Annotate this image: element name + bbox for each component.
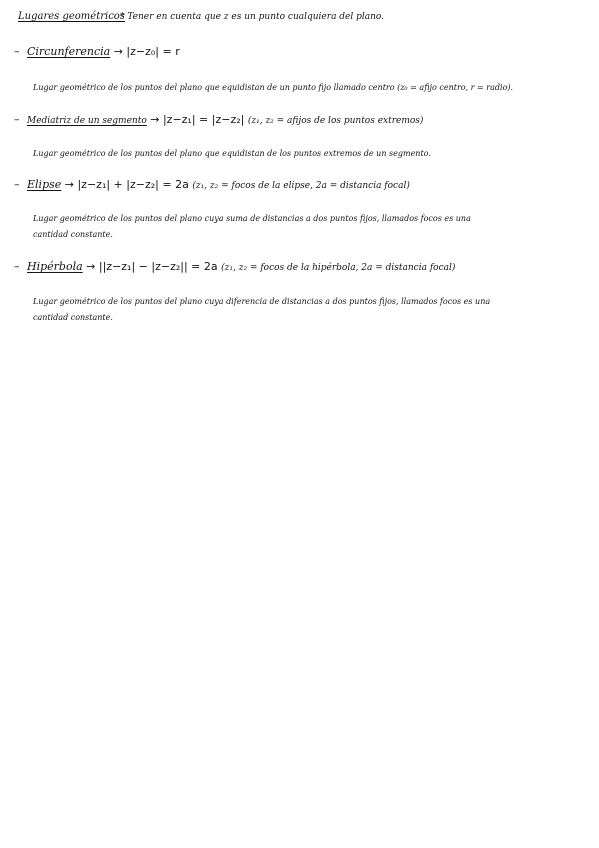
description-line: cantidad constante. — [33, 313, 113, 322]
dash-bullet: – — [14, 178, 20, 191]
description-line: cantidad constante. — [33, 230, 113, 239]
elipse-heading — [14, 178, 410, 191]
hiperbola-name: Hipérbola — [27, 260, 83, 273]
description-line: Lugar geométrico de los puntos del plano que equidistan de un punto fijo llamado centro (z₀ = afijo centro, r = radio). — [33, 83, 514, 92]
dash-bullet: – — [14, 260, 20, 273]
mediatriz-description — [33, 146, 431, 162]
elipse-name: Elipse — [27, 178, 62, 191]
circunferencia-description — [33, 80, 513, 96]
dash-bullet: – — [14, 113, 20, 126]
description-line: Lugar geométrico de los puntos del plano que equidistan de los puntos extremos de un segmento. — [33, 149, 431, 158]
hiperbola-description — [33, 294, 490, 326]
elipse-params: (z₁, z₂ = focos de la elipse, 2a = distancia focal) — [192, 181, 410, 191]
circunferencia-name: Circunferencia — [27, 45, 111, 58]
plane-point-note: * Tener en cuenta que z es un punto cualquiera del plano. — [120, 12, 385, 22]
circunferencia-formula: → |z−z₀| = r — [113, 45, 180, 58]
hiperbola-heading — [14, 260, 455, 273]
elipse-formula: → |z−z₁| + |z−z₂| = 2a — [64, 178, 189, 191]
dash-bullet: – — [14, 45, 20, 58]
mediatriz-params: (z₁, z₂ = afijos de los puntos extremos) — [247, 116, 424, 126]
mediatriz-name: Mediatriz de un segmento — [27, 116, 147, 126]
hiperbola-params: (z₁, z₂ = focos de la hipérbola, 2a = distancia focal) — [221, 263, 456, 273]
mediatriz-formula: → |z−z₁| = |z−z₂| — [150, 113, 245, 126]
hiperbola-formula: → ||z−z₁| − |z−z₂|| = 2a — [86, 260, 218, 273]
elipse-description — [33, 211, 471, 243]
description-line: Lugar geométrico de los puntos del plano cuya diferencia de distancias a dos puntos fijos, llamados focos es una — [33, 297, 491, 306]
page-title: Lugares geométricos — [18, 11, 125, 22]
circunferencia-heading — [14, 45, 180, 58]
mediatriz-heading — [14, 113, 423, 126]
description-line: Lugar geométrico de los puntos del plano cuya suma de distancias a dos puntos fijos, llamados focos es una — [33, 214, 471, 223]
